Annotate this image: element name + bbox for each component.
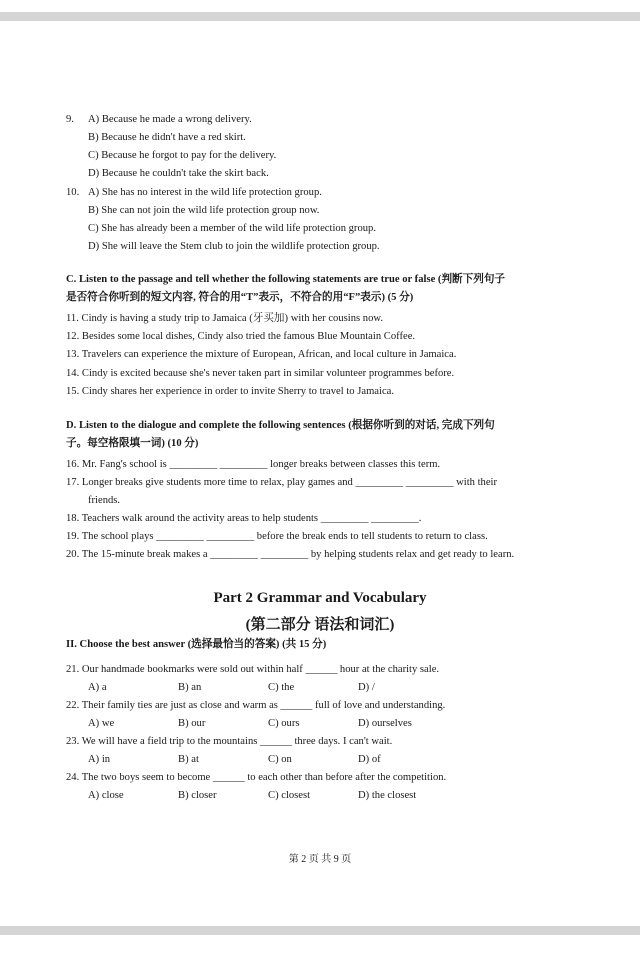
question-9-option-d: D) Because he couldn't take the skirt back. [88,168,269,179]
mcq-22-option-b: B) our [178,718,206,729]
mcq-21-option-c: C) the [268,682,295,693]
statement-12: 12. Besides some local dishes, Cindy also tried the famous Blue Mountain Coffee. [66,331,416,342]
fill-question-20: 20. The 15-minute break makes a _________ _________ by helping students relax and get ready to learn. [66,549,515,560]
mcq-22-option-d: D) ourselves [358,718,412,729]
fill-question-18: 18. Teachers walk around the activity areas to help students _________ _________. [66,513,422,524]
statement-13: 13. Travelers can experience the mixture of European, African, and local culture in Jamaica. [66,349,457,360]
part2-title-chinese: (第二部分 语法和词汇) [245,617,395,633]
statement-11: 11. Cindy is having a study trip to Jamaica (牙买加) with her cousins now. [66,313,383,324]
mcq-22-option-c: C) ours [268,718,300,729]
section-c-header-line1: C. Listen to the passage and tell whether the following statements are true or false (判断下列句子 [66,274,506,285]
mcq-24-option-b: B) closer [178,790,217,801]
mcq-21-option-b: B) an [178,682,202,693]
mcq-21-stem: 21. Our handmade bookmarks were sold out within half ______ hour at the charity sale. [66,664,440,675]
fill-question-19: 19. The school plays _________ _________ before the break ends to tell students to return to class. [66,531,488,542]
question-9-option-b: B) Because he didn't have a red skirt. [88,132,246,143]
mcq-21-option-a: A) a [88,682,107,693]
section-c-header-line2: 是否符合你听到的短文内容, 符合的用“T”表示，不符合的用“F”表示) (5 分) [66,292,414,303]
mcq-23-option-b: B) at [178,754,199,765]
question-10-option-b: B) She can not join the wild life protection group now. [88,205,320,216]
statement-15: 15. Cindy shares her experience in order to invite Sherry to travel to Jamaica. [66,386,395,397]
top-scan-border [0,12,640,21]
mcq-21-option-d: D) / [358,682,375,693]
mcq-24-option-c: C) closest [268,790,311,801]
fill-question-17-line2: friends. [88,495,121,506]
mcq-23-option-d: D) of [358,754,381,765]
section-d-header-line1: D. Listen to the dialogue and complete the following sentences (根据你听到的对话, 完成下列句 [66,420,495,431]
mcq-24-option-a: A) close [88,790,124,801]
fill-question-17-line1: 17. Longer breaks give students more time to relax, play games and _________ _________ with their [66,477,498,488]
mcq-24-stem: 24. The two boys seem to become ______ to each other than before after the competition. [66,772,447,783]
mcq-23-option-c: C) on [268,754,292,765]
part2-title-english: Part 2 Grammar and Vocabulary [213,590,427,606]
page-number-footer: 第 2 页 共 9 页 [288,854,352,865]
question-10-option-d: D) She will leave the Stem club to join the wildlife protection group. [88,241,380,252]
question-10-number: 10. [66,187,80,198]
mcq-22-stem: 22. Their family ties are just as close and warm as ______ full of love and understanding. [66,700,446,711]
mcq-22-option-a: A) we [88,718,115,729]
mcq-23-option-a: A) in [88,754,111,765]
section-ii-header: II. Choose the best answer (选择最恰当的答案) (共 15 分) [66,639,327,650]
fill-question-16: 16. Mr. Fang's school is _________ _________ longer breaks between classes this term. [66,459,441,470]
section-d-header-line2: 子。每空格限填一词) (10 分) [66,438,199,449]
mcq-24-option-d: D) the closest [358,790,417,801]
question-9-option-a: A) Because he made a wrong delivery. [88,114,252,125]
bottom-scan-border [0,926,640,935]
question-9-option-c: C) Because he forgot to pay for the delivery. [88,150,277,161]
question-10-option-c: C) She has already been a member of the wild life protection group. [88,223,376,234]
statement-14: 14. Cindy is excited because she's never taken part in similar volunteer programmes before. [66,368,455,379]
mcq-23-stem: 23. We will have a field trip to the mountains ______ three days. I can't wait. [66,736,393,747]
question-9-number: 9. [66,114,74,125]
question-10-option-a: A) She has no interest in the wild life protection group. [88,187,322,198]
